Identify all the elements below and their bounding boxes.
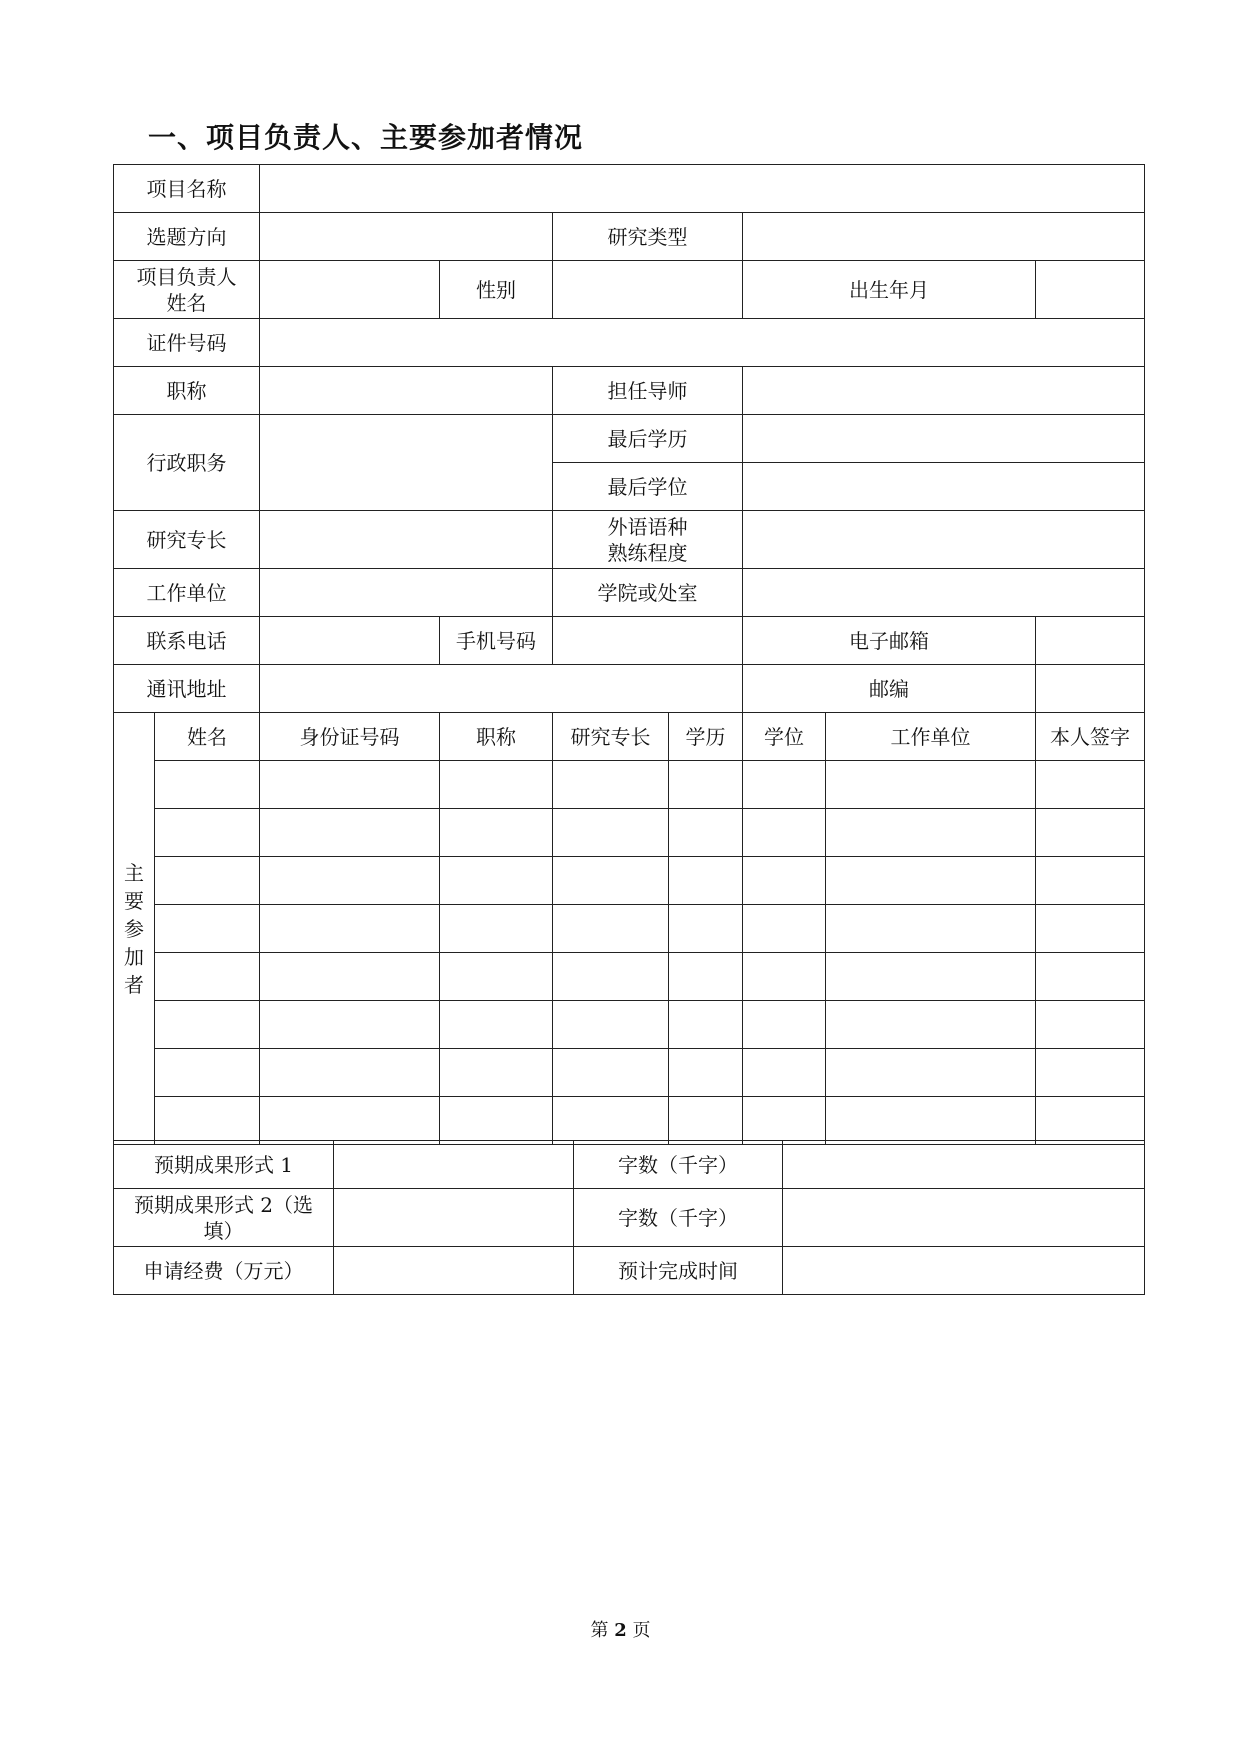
cell[interactable] xyxy=(1036,1049,1145,1097)
col-header-workplace: 工作单位 xyxy=(826,713,1036,761)
label-project-name: 项目名称 xyxy=(114,165,260,213)
cell[interactable] xyxy=(743,953,826,1001)
label-email: 电子邮箱 xyxy=(743,617,1036,665)
input-college[interactable] xyxy=(743,569,1145,617)
side-char: 要 xyxy=(124,888,144,913)
participants-side-label xyxy=(114,713,155,1145)
input-words2[interactable] xyxy=(783,1189,1145,1247)
label-outcome-form2-line2: 填） xyxy=(203,1218,244,1243)
label-research-type: 研究类型 xyxy=(553,213,743,261)
input-project-name[interactable] xyxy=(260,165,1145,213)
label-supervisor: 担任导师 xyxy=(553,367,743,415)
input-email[interactable] xyxy=(1036,617,1145,665)
input-id-number[interactable] xyxy=(260,319,1145,367)
cell[interactable] xyxy=(743,1001,826,1049)
col-header-signature: 本人签字 xyxy=(1036,713,1145,761)
page-heading: 一、项目负责人、主要参加者情况 xyxy=(148,121,584,154)
participant-row xyxy=(114,1001,1145,1049)
cell[interactable] xyxy=(743,905,826,953)
cell[interactable] xyxy=(440,857,553,905)
side-char: 者 xyxy=(124,972,144,997)
label-leader-name xyxy=(114,261,260,319)
cell[interactable] xyxy=(553,1001,669,1049)
cell[interactable] xyxy=(440,953,553,1001)
input-last-degree[interactable] xyxy=(743,463,1145,511)
label-language xyxy=(553,511,743,569)
label-last-education: 最后学历 xyxy=(553,415,743,463)
input-title[interactable] xyxy=(260,367,553,415)
label-leader-name-line1: 项目负责人 xyxy=(136,264,237,289)
label-last-degree: 最后学位 xyxy=(553,463,743,511)
col-header-specialty: 研究专长 xyxy=(553,713,669,761)
page-footer xyxy=(0,1616,1241,1642)
cell[interactable] xyxy=(669,1097,743,1145)
input-workplace[interactable] xyxy=(260,569,553,617)
cell[interactable] xyxy=(826,809,1036,857)
cell[interactable] xyxy=(553,1097,669,1145)
label-outcome-form2 xyxy=(114,1189,334,1247)
cell[interactable] xyxy=(155,761,260,809)
label-specialty: 研究专长 xyxy=(114,511,260,569)
cell[interactable] xyxy=(743,809,826,857)
cell[interactable] xyxy=(155,1001,260,1049)
cell[interactable] xyxy=(1036,809,1145,857)
cell[interactable] xyxy=(1036,1001,1145,1049)
input-postcode[interactable] xyxy=(1036,665,1145,713)
cell[interactable] xyxy=(743,761,826,809)
label-words1: 字数（千字） xyxy=(574,1141,783,1189)
cell[interactable] xyxy=(826,953,1036,1001)
label-mobile: 手机号码 xyxy=(440,617,553,665)
input-mobile[interactable] xyxy=(553,617,743,665)
cell[interactable] xyxy=(440,809,553,857)
label-college: 学院或处室 xyxy=(553,569,743,617)
input-words1[interactable] xyxy=(783,1141,1145,1189)
cell[interactable] xyxy=(826,1049,1036,1097)
col-header-degree: 学位 xyxy=(743,713,826,761)
cell[interactable] xyxy=(155,1097,260,1145)
cell[interactable] xyxy=(743,1097,826,1145)
cell[interactable] xyxy=(553,809,669,857)
leader-table xyxy=(113,164,1145,1145)
col-header-id: 身份证号码 xyxy=(260,713,440,761)
side-char: 加 xyxy=(124,944,144,969)
cell[interactable] xyxy=(669,761,743,809)
cell[interactable] xyxy=(743,1049,826,1097)
input-birth[interactable] xyxy=(1036,261,1145,319)
col-header-name: 姓名 xyxy=(155,713,260,761)
cell[interactable] xyxy=(260,857,440,905)
participant-row xyxy=(114,809,1145,857)
cell[interactable] xyxy=(1036,761,1145,809)
label-leader-name-line2: 姓名 xyxy=(166,290,207,315)
label-workplace: 工作单位 xyxy=(114,569,260,617)
input-phone[interactable] xyxy=(260,617,440,665)
cell[interactable] xyxy=(669,857,743,905)
input-funding[interactable] xyxy=(334,1247,574,1295)
participant-row xyxy=(114,1049,1145,1097)
cell[interactable] xyxy=(826,1001,1036,1049)
cell[interactable] xyxy=(826,761,1036,809)
cell[interactable] xyxy=(260,1001,440,1049)
page-number: 2 xyxy=(614,1620,627,1641)
cell[interactable] xyxy=(669,1001,743,1049)
input-outcome-form1[interactable] xyxy=(334,1141,574,1189)
cell[interactable] xyxy=(553,953,669,1001)
cell[interactable] xyxy=(826,857,1036,905)
cell[interactable] xyxy=(553,761,669,809)
side-char: 参 xyxy=(124,916,144,941)
label-admin-post: 行政职务 xyxy=(114,415,260,511)
cell[interactable] xyxy=(1036,1097,1145,1145)
input-specialty[interactable] xyxy=(260,511,553,569)
label-postcode: 邮编 xyxy=(743,665,1036,713)
cell[interactable] xyxy=(155,809,260,857)
cell[interactable] xyxy=(440,905,553,953)
cell[interactable] xyxy=(260,905,440,953)
label-funding: 申请经费（万元） xyxy=(114,1247,334,1295)
side-char: 主 xyxy=(124,860,144,885)
label-finish-time: 预计完成时间 xyxy=(574,1247,783,1295)
label-gender: 性别 xyxy=(440,261,553,319)
cell[interactable] xyxy=(826,905,1036,953)
col-header-title: 职称 xyxy=(440,713,553,761)
cell[interactable] xyxy=(440,761,553,809)
footer-prefix: 第 xyxy=(590,1620,609,1641)
cell[interactable] xyxy=(553,905,669,953)
label-outcome-form1: 预期成果形式 1 xyxy=(114,1141,334,1189)
input-finish-time[interactable] xyxy=(783,1247,1145,1295)
cell[interactable] xyxy=(260,1097,440,1145)
label-phone: 联系电话 xyxy=(114,617,260,665)
label-id-number: 证件号码 xyxy=(114,319,260,367)
cell[interactable] xyxy=(553,1049,669,1097)
cell[interactable] xyxy=(155,857,260,905)
input-outcome-form2[interactable] xyxy=(334,1189,574,1247)
outcome-table xyxy=(113,1140,1145,1295)
cell[interactable] xyxy=(155,1049,260,1097)
input-research-type[interactable] xyxy=(743,213,1145,261)
cell[interactable] xyxy=(260,761,440,809)
cell[interactable] xyxy=(440,1097,553,1145)
input-admin-post[interactable] xyxy=(260,415,553,511)
input-leader-name[interactable] xyxy=(260,261,440,319)
cell[interactable] xyxy=(1036,953,1145,1001)
participant-row xyxy=(114,953,1145,1001)
cell[interactable] xyxy=(1036,905,1145,953)
cell[interactable] xyxy=(440,1001,553,1049)
label-language-line1: 外语语种 xyxy=(607,514,688,539)
cell[interactable] xyxy=(260,1049,440,1097)
label-topic-direction: 选题方向 xyxy=(114,213,260,261)
label-language-line2: 熟练程度 xyxy=(607,540,688,565)
cell[interactable] xyxy=(669,953,743,1001)
cell[interactable] xyxy=(260,809,440,857)
input-language[interactable] xyxy=(743,511,1145,569)
input-address[interactable] xyxy=(260,665,743,713)
participant-row xyxy=(114,1097,1145,1145)
label-outcome-form2-line1: 预期成果形式 2（选 xyxy=(133,1192,314,1217)
cell[interactable] xyxy=(669,905,743,953)
label-address: 通讯地址 xyxy=(114,665,260,713)
label-words2: 字数（千字） xyxy=(574,1189,783,1247)
cell[interactable] xyxy=(1036,857,1145,905)
participant-row xyxy=(114,857,1145,905)
cell[interactable] xyxy=(155,953,260,1001)
label-birth: 出生年月 xyxy=(743,261,1036,319)
input-last-education[interactable] xyxy=(743,415,1145,463)
cell[interactable] xyxy=(155,905,260,953)
participant-row xyxy=(114,761,1145,809)
cell[interactable] xyxy=(669,1049,743,1097)
footer-suffix: 页 xyxy=(632,1620,651,1641)
cell[interactable] xyxy=(440,1049,553,1097)
input-topic-direction[interactable] xyxy=(260,213,553,261)
cell[interactable] xyxy=(260,953,440,1001)
input-supervisor[interactable] xyxy=(743,367,1145,415)
cell[interactable] xyxy=(743,857,826,905)
col-header-education: 学历 xyxy=(669,713,743,761)
cell[interactable] xyxy=(553,857,669,905)
cell[interactable] xyxy=(669,809,743,857)
cell[interactable] xyxy=(826,1097,1036,1145)
input-gender[interactable] xyxy=(553,261,743,319)
participant-row xyxy=(114,905,1145,953)
label-title: 职称 xyxy=(114,367,260,415)
